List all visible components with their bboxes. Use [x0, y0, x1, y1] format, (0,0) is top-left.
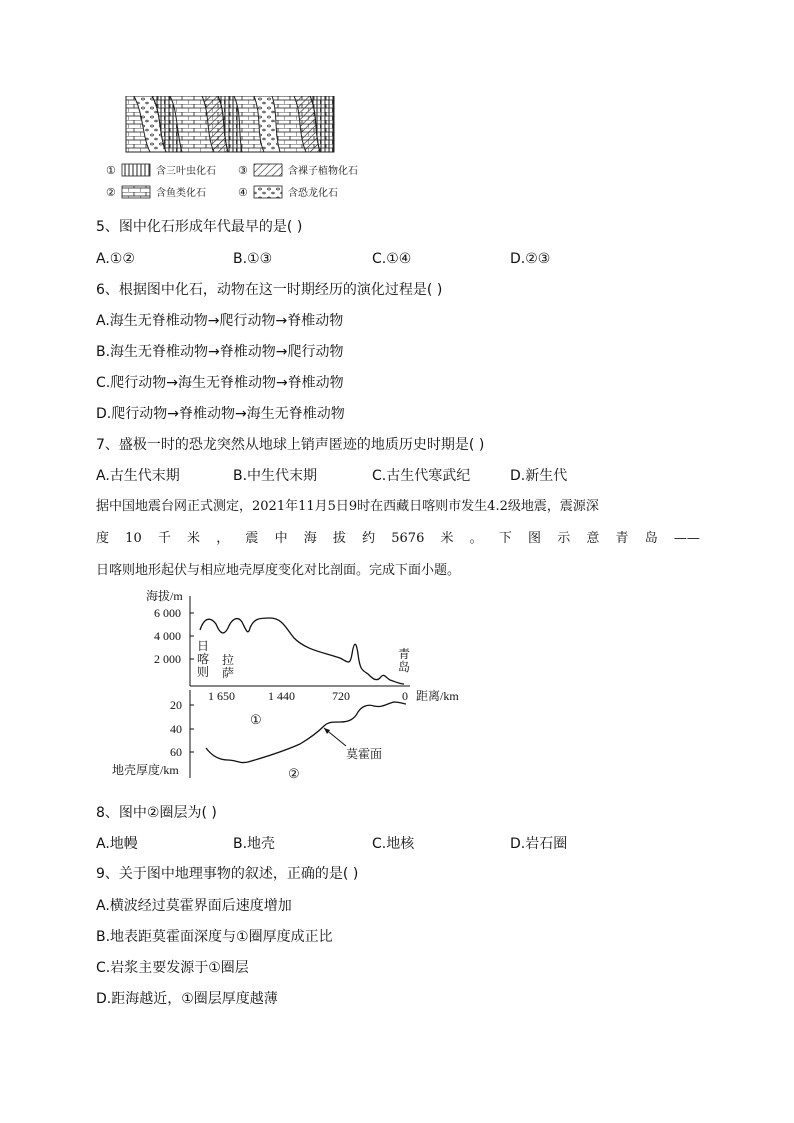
legend-num-1: ①: [106, 165, 116, 177]
option-c[interactable]: C.①④: [372, 251, 412, 267]
legend-num-4: ④: [238, 187, 248, 199]
svg-text:萨: 萨: [222, 666, 235, 680]
legend-num-2: ②: [106, 187, 116, 199]
svg-text:则: 则: [197, 665, 210, 679]
legend-text-4: 含恐龙化石: [288, 188, 338, 199]
option-d[interactable]: D.爬行动物→脊椎动物→海生无脊椎动物: [96, 406, 345, 422]
passage-line-2: 度 10 千 米 ， 震 中 海 拔 约 5676 米 。 下 图 示 意 青 岛 ——: [96, 531, 700, 546]
option-c[interactable]: C.地核: [372, 836, 415, 852]
legend-num-3: ③: [238, 165, 248, 177]
distance-axis-label: 距离/km: [416, 689, 459, 703]
question-8-stem: 8、图中②圈层为( ): [96, 805, 217, 821]
question-5-stem: 5、图中化石形成年代最早的是( ): [96, 219, 303, 235]
tick-label: 720: [332, 689, 350, 703]
legend-swatch-dinosaur: [254, 186, 282, 198]
elevation-axis-label: 海拔/m: [146, 589, 183, 603]
option-c[interactable]: C.古生代寒武纪: [372, 468, 471, 484]
svg-text:喀: 喀: [197, 652, 210, 666]
option-d[interactable]: D.距海越近，①圈层厚度越薄: [96, 991, 278, 1007]
reading-passage: [96, 498, 700, 580]
tick-label: 0: [402, 689, 408, 703]
place-qingdao: [398, 646, 410, 674]
option-a[interactable]: A.地幔: [96, 836, 138, 852]
option-b[interactable]: B.海生无脊椎动物→脊椎动物→爬行动物: [96, 344, 344, 360]
question-7-options: [96, 467, 700, 485]
option-a[interactable]: A.横波经过莫霍界面后速度增加: [96, 898, 292, 914]
svg-text:岛: 岛: [398, 660, 411, 674]
passage-line-3: 日喀则地形起伏与相应地壳厚度变化对比剖面。完成下面小题。: [96, 563, 461, 578]
option-b[interactable]: B.地壳: [233, 836, 276, 852]
crust-thickness-axis-label: 地壳厚度/km: [112, 763, 179, 777]
place-rikaze: [197, 639, 209, 679]
option-a[interactable]: A.海生无脊椎动物→爬行动物→脊椎动物: [96, 313, 344, 329]
tick-label: 1 650: [208, 689, 235, 703]
option-b[interactable]: B.地表距莫霍面深度与①圈厚度成正比: [96, 929, 333, 945]
option-b[interactable]: B.①③: [233, 251, 273, 267]
elevation-crust-profile: [110, 588, 490, 788]
svg-text:青: 青: [398, 647, 411, 661]
option-d[interactable]: D.岩石圈: [510, 836, 568, 852]
tick-label: 2 000: [154, 652, 181, 666]
legend-text-1: 含三叶虫化石: [156, 166, 216, 177]
question-9-stem: 9、关于图中地理事物的叙述，正确的是( ): [96, 866, 359, 882]
question-7-stem: 7、盛极一时的恐龙突然从地球上销声匿迹的地质历史时期是( ): [96, 437, 485, 453]
svg-text:拉: 拉: [222, 653, 235, 667]
legend-swatch-trilobite: [122, 164, 150, 176]
option-c[interactable]: C.爬行动物→海生无脊椎动物→脊椎动物: [96, 375, 344, 391]
legend-swatch-fish: [122, 186, 150, 198]
option-c[interactable]: C.岩浆主要发源于①圈层: [96, 960, 249, 976]
option-d[interactable]: D.新生代: [510, 468, 568, 484]
option-a[interactable]: A.①②: [96, 251, 135, 267]
question-6-stem: 6、根据图中化石，动物在这一时期经历的演化过程是( ): [96, 282, 443, 298]
tick-label: 20: [170, 698, 182, 712]
strata-fossil-figure: [104, 96, 374, 206]
question-8-options: [96, 835, 700, 853]
place-lasa: [222, 652, 234, 680]
option-a[interactable]: A.古生代末期: [96, 468, 180, 484]
layer-2-label: ②: [288, 766, 300, 781]
legend-swatch-gymnosperm: [254, 164, 282, 176]
tick-label: 4 000: [154, 629, 181, 643]
layer-1-label: ①: [250, 712, 262, 727]
option-b[interactable]: B.中生代末期: [233, 468, 318, 484]
tick-label: 6 000: [154, 606, 181, 620]
moho-label: 莫霍面: [346, 747, 383, 761]
svg-text:日: 日: [197, 639, 210, 653]
option-d[interactable]: D.②③: [510, 251, 551, 267]
passage-line-1: 据中国地震台网正式测定，2021年11月5日9时在西藏日喀则市发生4.2级地震，震源深: [96, 499, 599, 514]
tick-label: 1 440: [268, 689, 295, 703]
legend-text-3: 含裸子植物化石: [288, 166, 358, 177]
strata-legend: [106, 164, 358, 199]
tick-label: 40: [170, 722, 182, 736]
question-5-options: [96, 250, 700, 268]
tick-label: 60: [170, 745, 182, 759]
folded-strata-block: [126, 96, 334, 152]
legend-text-2: 含鱼类化石: [156, 188, 206, 199]
